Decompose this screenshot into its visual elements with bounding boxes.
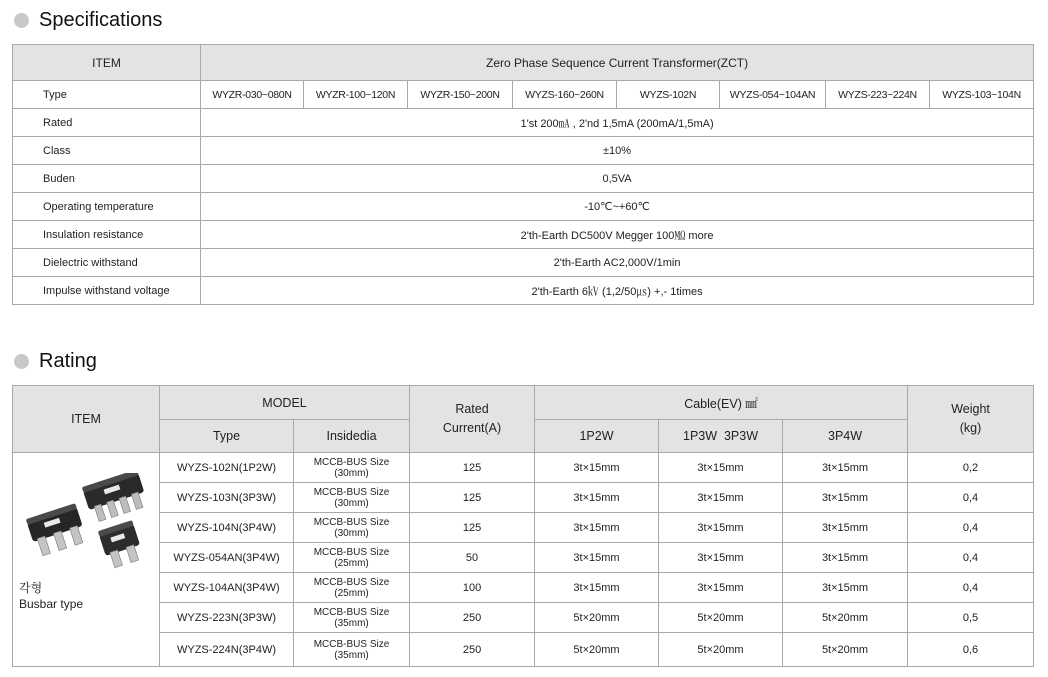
rating-header-model: MODEL: [160, 386, 410, 420]
specifications-table: [12, 44, 1034, 305]
insidedia-line1: MCCB-BUS Size: [313, 456, 390, 468]
spec-label: Insulation resistance: [13, 221, 201, 249]
cable-1p2w-cell: 3t×15mm: [535, 483, 659, 513]
rated-current-cell: 125: [410, 453, 535, 483]
spec-row: [13, 221, 1034, 249]
cable-1p3w-cell: 3t×15mm: [659, 453, 783, 483]
model-type-cell: WYZS-054AN(3P4W): [160, 543, 294, 573]
spec-row-type: [13, 81, 1034, 109]
insidedia-line2: (30mm): [334, 497, 369, 509]
cable-1p3w-cell: 3t×15mm: [659, 543, 783, 573]
spec-row: [13, 249, 1034, 277]
rating-title: Rating: [39, 350, 97, 372]
insidedia-cell: [294, 483, 410, 513]
insidedia-line1: MCCB-BUS Size: [313, 576, 390, 588]
weight-cell: 0,4: [908, 543, 1034, 573]
table-row: [13, 453, 1034, 483]
cable-1p3w-cell: 3t×15mm: [659, 513, 783, 543]
busbar-type-label: [19, 580, 83, 612]
table-row: [13, 483, 1034, 513]
spec-type-cell: WYZS-103~104N: [930, 81, 1034, 109]
rating-header-3p4w: 3P4W: [783, 420, 908, 453]
spec-row: [13, 109, 1034, 137]
spec-label: Rated: [13, 109, 201, 137]
spec-value: 2'th-Earth AC2,000V/1min: [201, 249, 1034, 277]
insidedia-cell: [294, 453, 410, 483]
rating-header-type: Type: [160, 420, 294, 453]
weight-cell: 0,4: [908, 513, 1034, 543]
spec-value: ±10%: [201, 137, 1034, 165]
insidedia-line2: (25mm): [334, 557, 369, 569]
insidedia-cell: [294, 573, 410, 603]
model-type-cell: WYZS-104AN(3P4W): [160, 573, 294, 603]
specifications-heading: [14, 9, 162, 32]
rating-header-item: ITEM: [13, 386, 160, 453]
spec-row: [13, 165, 1034, 193]
insidedia-line2: (25mm): [334, 587, 369, 599]
spec-type-cell: WYZS-160~260N: [513, 81, 617, 109]
rated-current-cell: 250: [410, 633, 535, 667]
rating-header-insidedia: Insidedia: [294, 420, 410, 453]
spec-type-cell: WYZS-102N: [617, 81, 720, 109]
insidedia-line1: MCCB-BUS Size: [313, 516, 390, 528]
cable-1p2w-cell: 3t×15mm: [535, 513, 659, 543]
spec-label: Class: [13, 137, 201, 165]
rating-item-cell: [13, 453, 160, 667]
cable-3p4w-cell: 3t×15mm: [783, 513, 908, 543]
busbar-type-korean: 각형: [19, 581, 43, 595]
table-row: [13, 543, 1034, 573]
spec-label: Dielectric withstand: [13, 249, 201, 277]
cable-1p2w-cell: 3t×15mm: [535, 453, 659, 483]
rated-current-label: Rated Current(A): [442, 402, 502, 435]
cable-1p3w-cell: 3t×15mm: [659, 483, 783, 513]
spec-type-cell: WYZR-100~120N: [304, 81, 408, 109]
rating-header-rated-current: [410, 386, 535, 453]
insidedia-line2: (35mm): [334, 617, 369, 629]
spec-type-cell: WYZR-150~200N: [408, 81, 513, 109]
table-row: [13, 513, 1034, 543]
insidedia-line1: MCCB-BUS Size: [313, 546, 390, 558]
spec-header-item: ITEM: [13, 45, 201, 81]
rating-table: [12, 385, 1034, 667]
spec-header-row: [13, 45, 1034, 81]
spec-row: [13, 277, 1034, 305]
weight-cell: 0,5: [908, 603, 1034, 633]
rating-header-cable: Cable(EV) ㎟: [535, 386, 908, 420]
insidedia-line2: (35mm): [334, 649, 369, 661]
model-type-cell: WYZS-104N(3P4W): [160, 513, 294, 543]
rated-current-cell: 125: [410, 483, 535, 513]
spec-row: [13, 193, 1034, 221]
model-type-cell: WYZS-102N(1P2W): [160, 453, 294, 483]
table-row: [13, 633, 1034, 667]
insidedia-cell: [294, 543, 410, 573]
cable-1p2w-cell: 5t×20mm: [535, 603, 659, 633]
insidedia-line1: MCCB-BUS Size: [313, 486, 390, 498]
rated-current-cell: 100: [410, 573, 535, 603]
model-type-cell: WYZS-224N(3P4W): [160, 633, 294, 667]
rated-current-cell: 125: [410, 513, 535, 543]
cable-3p4w-cell: 5t×20mm: [783, 603, 908, 633]
spec-label: Buden: [13, 165, 201, 193]
spec-value: 2'th-Earth DC500V Megger 100㏁ more: [201, 221, 1034, 249]
table-row: [13, 573, 1034, 603]
rating-header-1p2w: 1P2W: [535, 420, 659, 453]
rated-current-cell: 250: [410, 603, 535, 633]
cable-3p4w-cell: 3t×15mm: [783, 543, 908, 573]
insidedia-line1: MCCB-BUS Size: [313, 606, 390, 618]
rating-header-weight: [908, 386, 1034, 453]
spec-header-product: Zero Phase Sequence Current Transformer(ZCT): [201, 45, 1034, 81]
spec-value: 1'st 200㎃ , 2'nd 1,5mA (200mA/1,5mA): [201, 109, 1034, 137]
spec-value: 2'th-Earth 6㎸ (1,2/50㎲) +,- 1times: [201, 277, 1034, 305]
cable-1p2w-cell: 3t×15mm: [535, 573, 659, 603]
bullet-icon: [14, 13, 29, 28]
cable-3p4w-cell: 3t×15mm: [783, 573, 908, 603]
model-type-cell: WYZS-103N(3P3W): [160, 483, 294, 513]
cable-1p2w-cell: 3t×15mm: [535, 543, 659, 573]
cable-3p4w-cell: 3t×15mm: [783, 453, 908, 483]
cable-1p3w-cell: 5t×20mm: [659, 633, 783, 667]
insidedia-line2: (30mm): [334, 527, 369, 539]
spec-label: Operating temperature: [13, 193, 201, 221]
insidedia-line1: MCCB-BUS Size: [313, 638, 390, 650]
specifications-title: Specifications: [39, 9, 163, 31]
insidedia-line2: (30mm): [334, 467, 369, 479]
spec-row: [13, 137, 1034, 165]
weight-label: Weight (kg): [951, 402, 990, 435]
weight-cell: 0,4: [908, 483, 1034, 513]
model-type-cell: WYZS-223N(3P3W): [160, 603, 294, 633]
rating-header-1p3w-3p3w: [659, 420, 783, 453]
rated-current-cell: 50: [410, 543, 535, 573]
spec-type-cell: WYZS-054~104AN: [720, 81, 826, 109]
insidedia-cell: [294, 513, 410, 543]
spec-type-cell: WYZS-223~224N: [826, 81, 930, 109]
busbar-type-english: Busbar type: [19, 597, 84, 611]
insidedia-cell: [294, 633, 410, 667]
cable-1p3w-cell: 5t×20mm: [659, 603, 783, 633]
spec-type-cell: WYZR-030~080N: [201, 81, 304, 109]
cable-1p2w-cell: 5t×20mm: [535, 633, 659, 667]
weight-cell: 0,6: [908, 633, 1034, 667]
cable-3p4w-cell: 3t×15mm: [783, 483, 908, 513]
insidedia-cell: [294, 603, 410, 633]
table-row: [13, 603, 1034, 633]
weight-cell: 0,4: [908, 573, 1034, 603]
spec-label: Type: [13, 81, 201, 109]
weight-cell: 0,2: [908, 453, 1034, 483]
spec-value: -10℃~+60℃: [201, 193, 1034, 221]
rating-header-row: [13, 386, 1034, 420]
spec-label: Impulse withstand voltage: [13, 277, 201, 305]
spec-value: 0,5VA: [201, 165, 1034, 193]
bullet-icon: [14, 354, 29, 369]
rating-heading: [14, 350, 97, 373]
cable-3p4w-cell: 5t×20mm: [783, 633, 908, 667]
busbar-zct-product-image: [21, 473, 146, 591]
cable-1p3w-cell: 3t×15mm: [659, 573, 783, 603]
cable-1p3w-label: 1P3W 3P3W: [683, 429, 759, 443]
